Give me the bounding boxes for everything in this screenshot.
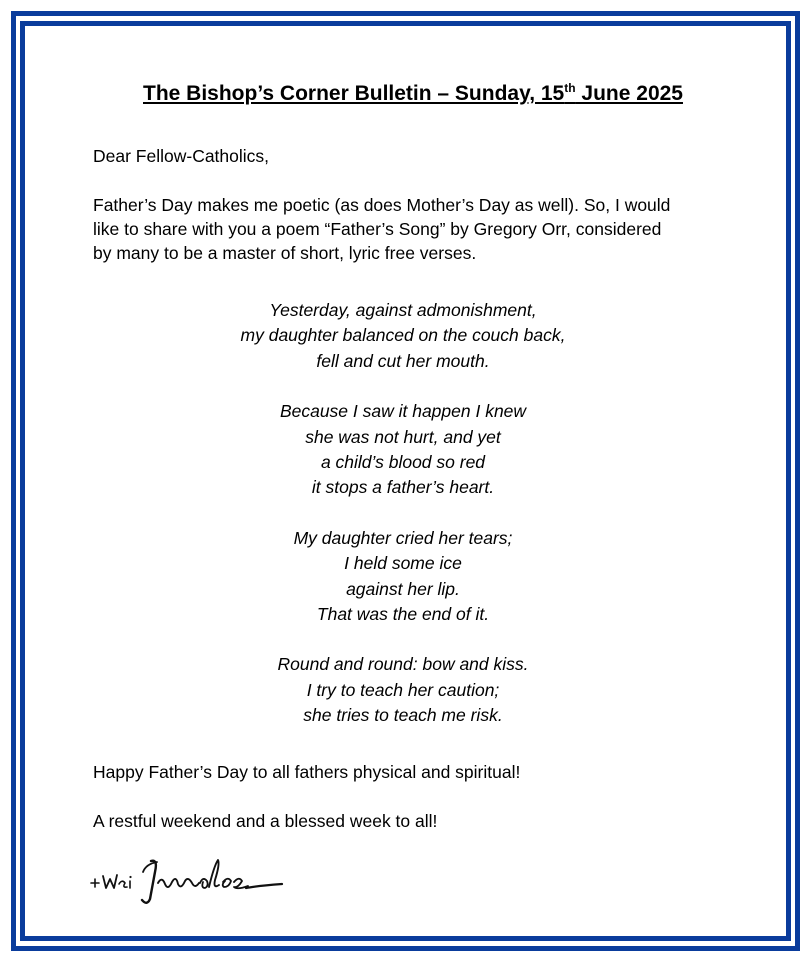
- poem-line: it stops a father’s heart.: [311, 477, 495, 498]
- intro-line: by many to be a master of short, lyric free verses.: [93, 243, 477, 263]
- poem-stanza: [93, 399, 713, 501]
- poem-line: That was the end of it.: [316, 604, 490, 625]
- closing-blessing: A restful weekend and a blessed week to all!: [93, 811, 438, 831]
- poem-line: My daughter cried her tears;: [293, 527, 513, 548]
- poem-line: Yesterday, against admonishment,: [269, 300, 537, 320]
- intro-line: Father’s Day makes me poetic (as does Mother’s Day as well). So, I would: [93, 195, 671, 215]
- title-main: The Bishop’s Corner Bulletin – Sunday, 15: [143, 82, 565, 105]
- poem: [93, 298, 713, 754]
- poem-line: she tries to teach me risk.: [303, 705, 503, 726]
- poem-stanza: [93, 526, 713, 628]
- poem-line: Because I saw it happen I knew: [279, 401, 527, 422]
- title-end: June 2025: [575, 82, 683, 105]
- closing-wish: Happy Father’s Day to all fathers physical and spiritual!: [93, 762, 521, 782]
- poem-line: fell and cut her mouth.: [316, 350, 490, 371]
- intro-line: like to share with you a poem “Father’s Song” by Gregory Orr, considered: [93, 219, 662, 239]
- poem-line: I try to teach her caution;: [306, 679, 500, 700]
- poem-line: Round and round: bow and kiss.: [277, 654, 529, 675]
- greeting: Dear Fellow-Catholics,: [93, 146, 270, 166]
- intro-paragraph: [93, 193, 670, 265]
- poem-line: I held some ice: [344, 553, 462, 574]
- poem-stanza: [93, 298, 713, 374]
- poem-line: a child’s blood so red: [320, 452, 486, 473]
- poem-line: my daughter balanced on the couch back,: [240, 325, 566, 346]
- bishop-signature: [88, 852, 288, 908]
- poem-line: she was not hurt, and yet: [305, 426, 501, 447]
- poem-line: against her lip.: [346, 578, 460, 599]
- poem-stanza: [93, 652, 713, 728]
- bulletin-title: [93, 82, 733, 106]
- title-superscript: th: [564, 81, 576, 95]
